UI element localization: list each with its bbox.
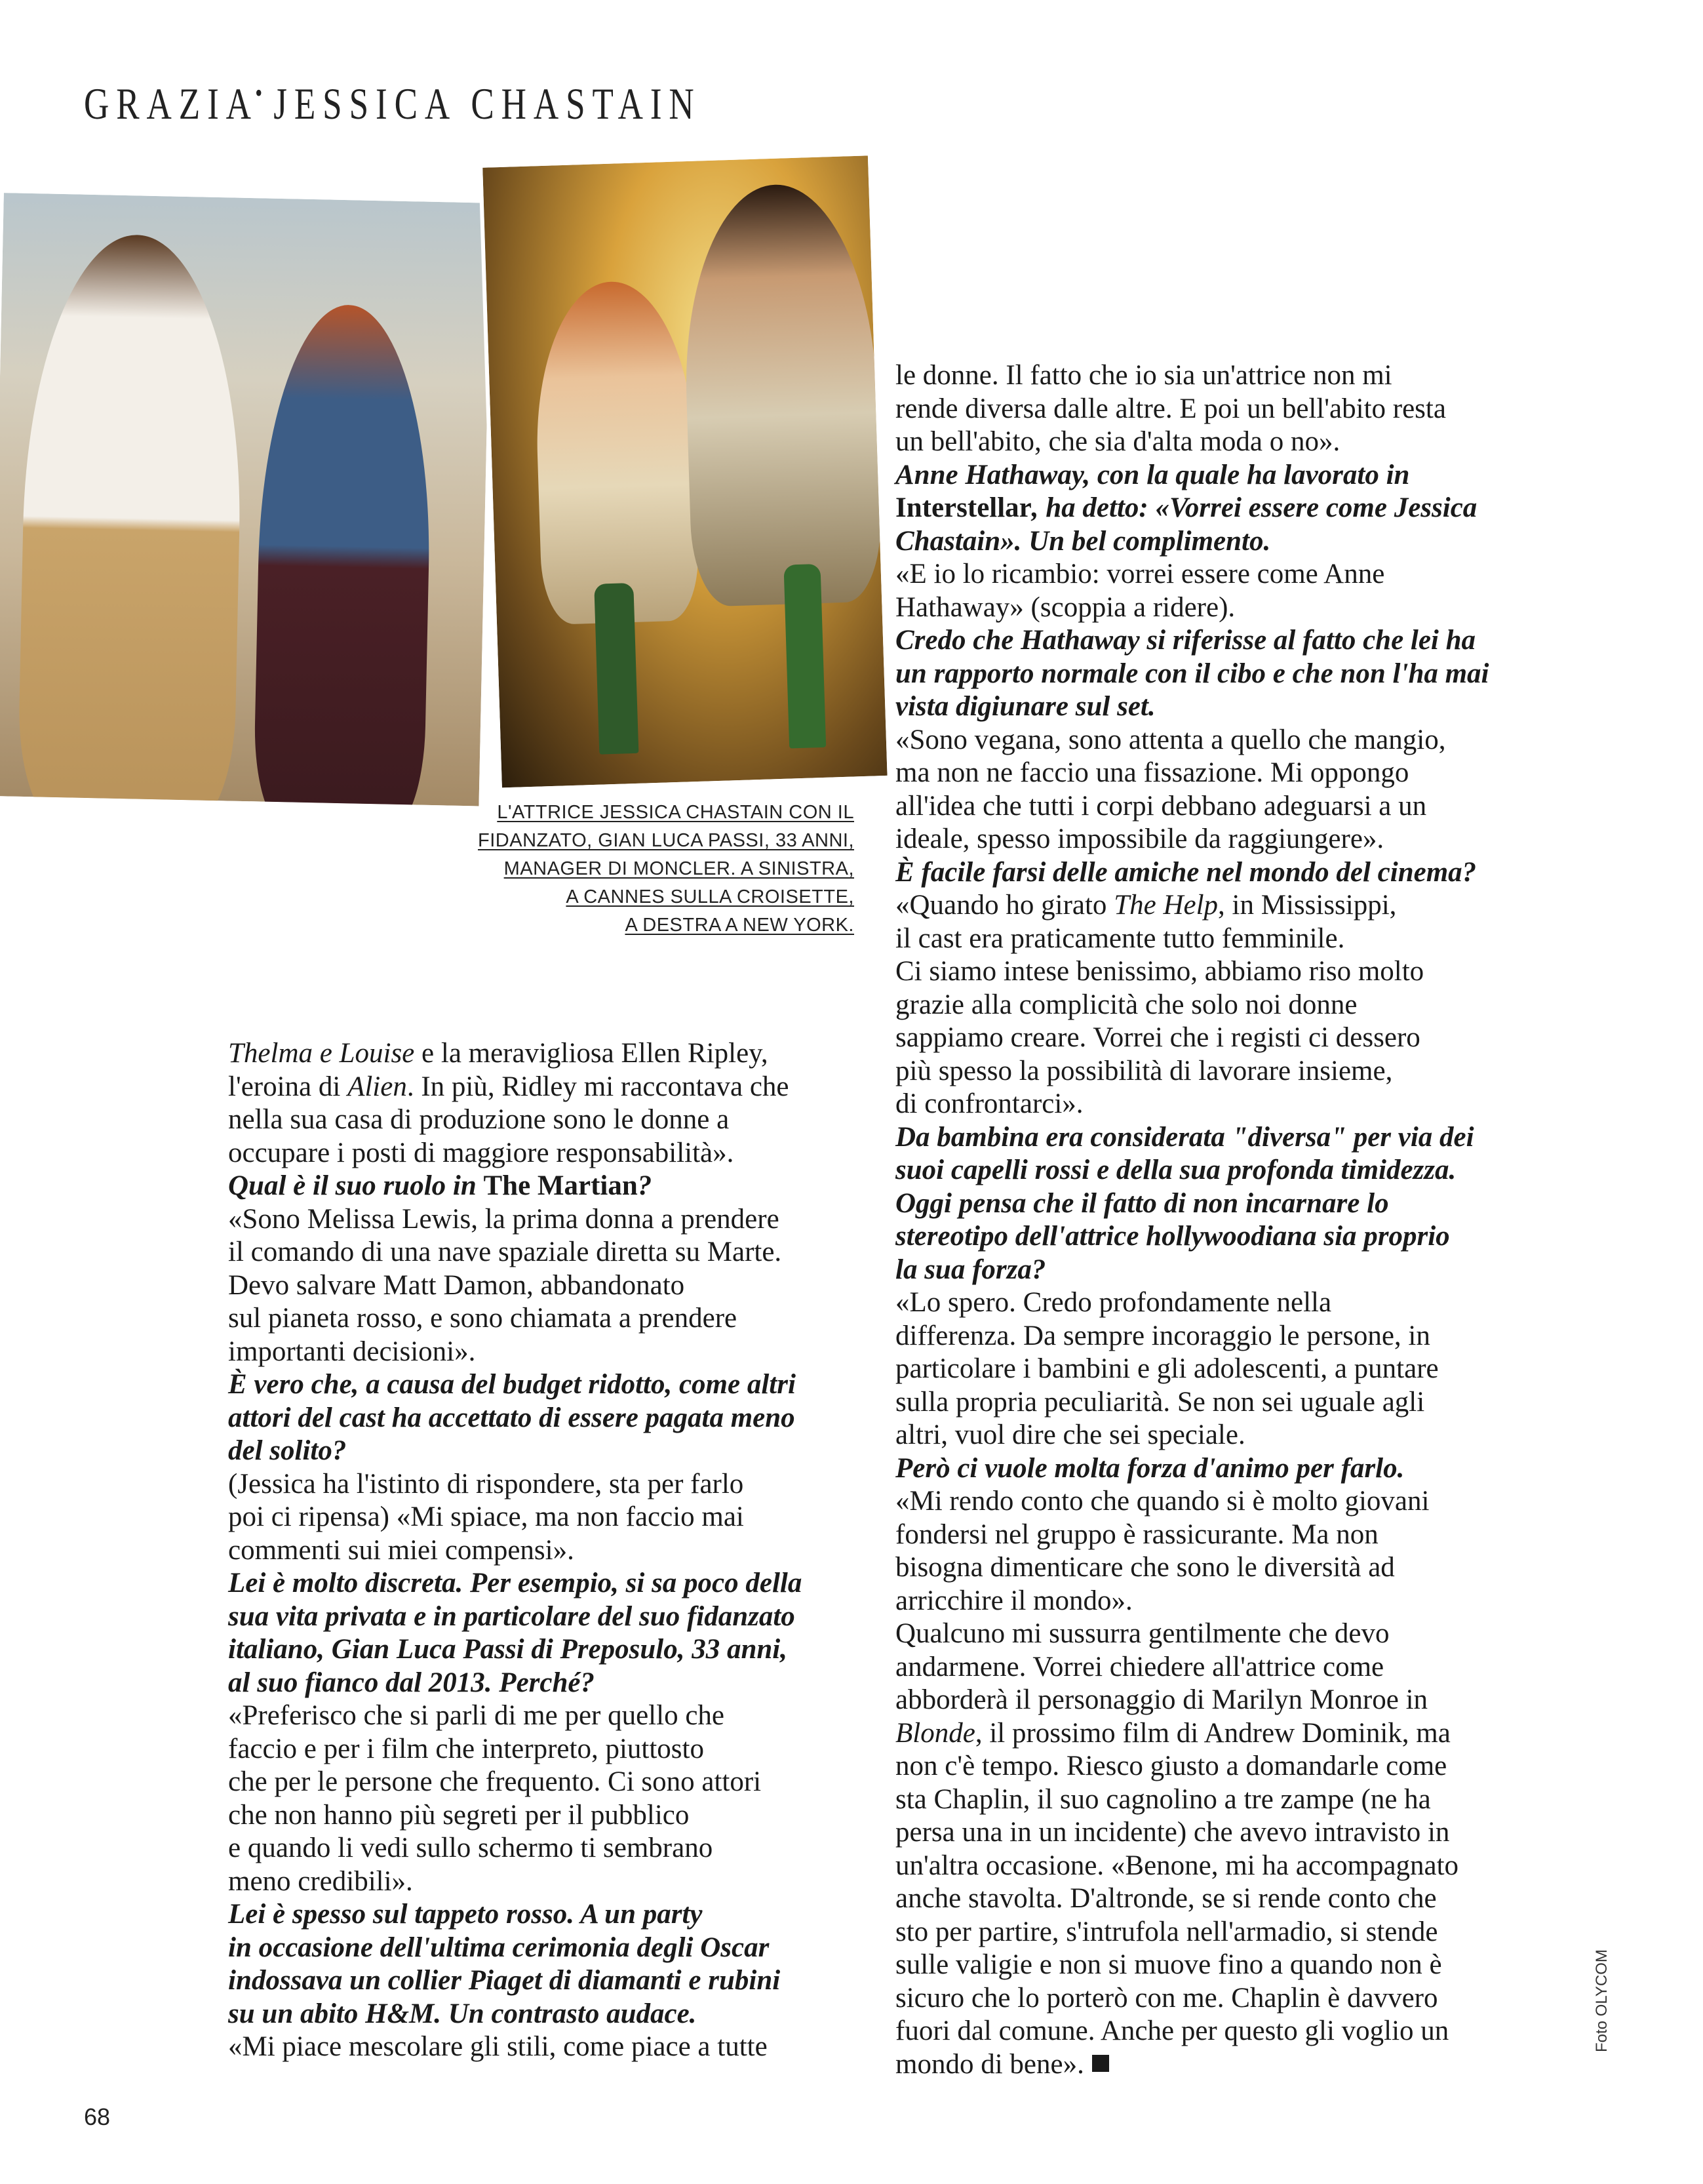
text-line: sicuro che lo porterò con me. Chaplin è davvero — [895, 1982, 1438, 2014]
masthead — [84, 77, 701, 130]
text-line: «E io lo ricambio: vorrei essere come Anne — [895, 559, 1385, 589]
photo-couple-dinner — [479, 151, 891, 791]
text-line: Devo salvare Matt Damon, abbandonato — [228, 1269, 685, 1301]
text-line: fuori dal comune. Anche per questo gli voglio un — [895, 2015, 1449, 2046]
text-line: che non hanno più segreti per il pubblico — [228, 1799, 690, 1831]
text-line: all'idea che tutti i corpi debbano adeguarsi a un — [895, 790, 1427, 822]
question-line: Credo che Hathaway si riferisse al fatto che lei ha — [895, 625, 1476, 656]
brand-name: GRAZIA — [84, 79, 258, 129]
text-line: le donne. Il fatto che io sia un'attrice non mi — [895, 360, 1392, 391]
caption-line: MANAGER DI MONCLER. A SINISTRA, — [503, 858, 854, 879]
text-line: Thelma e Louise e la meravigliosa Ellen Ripley, — [228, 1038, 768, 1069]
text-line: bisogna dimenticare che sono le diversità ad — [895, 1552, 1395, 1583]
separator-dot: • — [255, 78, 270, 108]
question-line: È vero che, a causa del budget ridotto, come altri — [228, 1369, 796, 1400]
text-line: fondersi nel gruppo è rassicurante. Ma non — [895, 1519, 1379, 1550]
caption-line: A DESTRA A NEW YORK. — [625, 915, 854, 936]
text-line: poi ci ripensa) «Mi spiace, ma non faccio mai — [228, 1501, 744, 1532]
text-line: Ci siamo intese benissimo, abbiamo riso molto — [895, 956, 1424, 987]
question-line: Da bambina era considerata "diversa" per via dei — [895, 1121, 1474, 1153]
article-column-left — [228, 1037, 844, 2064]
caption-line: L'ATTRICE JESSICA CHASTAIN CON IL — [497, 802, 854, 823]
question-line: indossava un collier Piaget di diamanti e rubini — [228, 1965, 781, 1996]
text-line: faccio e per i film che interpreto, piuttosto — [228, 1733, 704, 1764]
photo-bottle — [594, 583, 638, 755]
text-line: Blonde, il prossimo film di Andrew Dominik, ma — [895, 1717, 1451, 1749]
question-line: Qual è il suo ruolo in The Martian? — [228, 1170, 652, 1201]
text-line: occupare i posti di maggiore responsabilità». — [228, 1137, 734, 1168]
text-line: Hathaway» (scoppia a ridere). — [895, 591, 1236, 623]
text-line: «Sono vegana, sono attenta a quello che mangio, — [895, 724, 1446, 755]
text-line: abborderà il personaggio di Marilyn Monroe in — [895, 1684, 1428, 1715]
text-line: il comando di una nave spaziale diretta su Marte. — [228, 1237, 782, 1267]
question-line: vista digiunare sul set. — [895, 691, 1156, 722]
question-line: un rapporto normale con il cibo e che non l'ha mai — [895, 658, 1489, 689]
text-line: un bell'abito, che sia d'alta moda o no». — [895, 426, 1341, 457]
photo-figure-man — [680, 182, 883, 607]
page-number: 68 — [84, 2103, 111, 2130]
text-line: più spesso la possibilità di lavorare insieme, — [895, 1055, 1393, 1086]
text-line: meno credibili». — [228, 1865, 413, 1897]
text-line: mondo di bene». — [895, 2048, 1512, 2082]
photo-figure-woman — [532, 279, 700, 625]
text-line: altri, vuol dire che sei speciale. — [895, 1420, 1245, 1450]
text-line: «Sono Melissa Lewis, la prima donna a prendere — [228, 1203, 779, 1235]
article-column-right — [895, 359, 1512, 2081]
question-line: Lei è molto discreta. Per esempio, si sa poco della — [228, 1568, 802, 1598]
question-line: sua vita privata e in particolare del suo fidanzato — [228, 1600, 795, 1632]
question-line: È facile farsi delle amiche nel mondo del cinema? — [895, 856, 1477, 888]
text-line: «Preferisco che si parli di me per quello che — [228, 1700, 724, 1731]
text-line: non c'è tempo. Riesco giusto a domandarle come — [895, 1751, 1447, 1781]
question-line: attori del cast ha accettato di essere pagata meno — [228, 1402, 795, 1433]
text-line: grazie alla complicità che solo noi donne — [895, 989, 1358, 1020]
text-line: un'altra occasione. «Benone, mi ha accompagnato — [895, 1850, 1459, 1881]
question-line: Però ci vuole molta forza d'animo per farlo. — [895, 1452, 1405, 1484]
text-line: anche stavolta. D'altronde, se si rende conto che — [895, 1883, 1437, 1914]
text-line: importanti decisioni». — [228, 1336, 476, 1367]
text-line: nella sua casa di produzione sono le donne a — [228, 1104, 730, 1135]
text-line: e quando li vedi sullo schermo ti sembrano — [228, 1833, 713, 1863]
photo-figure-man — [17, 233, 246, 810]
photo-bottle — [783, 564, 826, 749]
question-line: italiano, Gian Luca Passi di Preposulo, 33 anni, — [228, 1634, 787, 1665]
text-line: andarmene. Vorrei chiedere all'attrice come — [895, 1651, 1384, 1682]
text-line: sta Chaplin, il suo cagnolino a tre zampe (ne ha — [895, 1783, 1431, 1815]
text-line: sto per partire, s'intrufola nell'armadio, si stende — [895, 1916, 1438, 1947]
question-line: su un abito H&M. Un contrasto audace. — [228, 1998, 697, 2029]
text-line: «Mi piace mescolare gli stili, come piace a tutte — [228, 2031, 768, 2062]
question-line: al suo fianco dal 2013. Perché? — [228, 1667, 595, 1698]
question-line: suoi capelli rossi e della sua profonda timidezza. — [895, 1155, 1457, 1185]
question-line: la sua forza? — [895, 1254, 1046, 1285]
text-line: ideale, spesso impossibile da raggiungere». — [895, 824, 1384, 854]
caption-line: A CANNES SULLA CROISETTE, — [566, 886, 854, 907]
text-line: arricchire il mondo». — [895, 1585, 1133, 1616]
text-line: «Quando ho girato The Help, in Mississippi, — [895, 890, 1397, 921]
text-line: ma non ne faccio una fissazione. Mi oppongo — [895, 757, 1409, 788]
text-line: «Mi rendo conto che quando si è molto giovani — [895, 1486, 1430, 1517]
text-line: l'eroina di Alien. In più, Ridley mi raccontava che — [228, 1071, 789, 1102]
text-line: il cast era praticamente tutto femminile. — [895, 923, 1345, 954]
photo-credit: Foto OLYCOM — [1593, 1949, 1611, 2052]
end-of-article-square-icon — [1092, 2055, 1109, 2072]
question-line: Anne Hathaway, con la quale ha lavorato in — [895, 459, 1410, 490]
text-line: sulla propria peculiarità. Se non sei uguale agli — [895, 1386, 1425, 1418]
text-line: differenza. Da sempre incoraggio le persone, in — [895, 1320, 1430, 1351]
question-line: in occasione dell'ultima cerimonia degli Oscar — [228, 1932, 770, 1963]
question-line: Lei è spesso sul tappeto rosso. A un party — [228, 1899, 703, 1930]
question-line: Oggi pensa che il fatto di non incarnare lo — [895, 1187, 1389, 1219]
text-line: (Jessica ha l'istinto di rispondere, sta per farlo — [228, 1468, 744, 1499]
question-line: del solito? — [228, 1435, 347, 1466]
text-line: commenti sui miei compensi». — [228, 1534, 574, 1566]
text-line: sul pianeta rosso, e sono chiamata a prendere — [228, 1303, 737, 1334]
photo-couple-walking — [0, 189, 496, 810]
text-line: sappiamo creare. Vorrei che i registi ci dessero — [895, 1022, 1420, 1053]
text-line: persa una in un incidente) che avevo intravisto in — [895, 1817, 1450, 1848]
question-line: Interstellar, ha detto: «Vorrei essere come Jessica — [895, 492, 1478, 523]
article-title: JESSICA CHASTAIN — [273, 79, 701, 129]
text-line: sulle valigie e non si muove fino a quando non è — [895, 1949, 1442, 1980]
text-line: particolare i bambini e gli adolescenti, a puntare — [895, 1353, 1439, 1384]
caption-line: FIDANZATO, GIAN LUCA PASSI, 33 ANNI, — [478, 830, 854, 851]
text-line: di confrontarci». — [895, 1088, 1084, 1119]
text-line: che per le persone che frequento. Ci sono attori — [228, 1766, 762, 1797]
text-line: Qualcuno mi sussurra gentilmente che devo — [895, 1618, 1390, 1649]
photo-caption — [478, 799, 854, 940]
question-line: Chastain». Un bel complimento. — [895, 525, 1271, 557]
text-line: rende diversa dalle altre. E poi un bell'abito resta — [895, 393, 1446, 424]
question-line: stereotipo dell'attrice hollywoodiana sia proprio — [895, 1221, 1450, 1252]
text-line: «Lo spero. Credo profondamente nella — [895, 1287, 1332, 1318]
photo-figure-woman — [253, 303, 435, 810]
